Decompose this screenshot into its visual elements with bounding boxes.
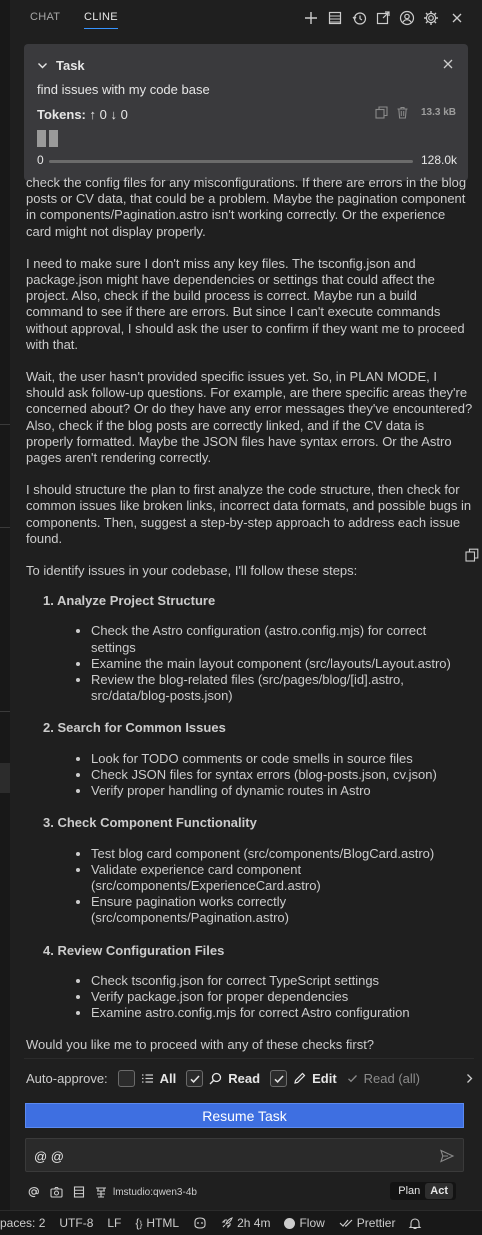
auto-approve-read-all[interactable] — [347, 1071, 420, 1086]
list-item: • Check JSON files for syntax errors (blog-posts.json, cv.json) — [91, 767, 474, 783]
mode-toggle[interactable] — [390, 1182, 456, 1200]
camera-icon[interactable] — [50, 1186, 63, 1198]
step — [43, 720, 474, 799]
task-size: 13.3 kB — [420, 107, 456, 118]
auto-approve-all-label: All — [159, 1071, 177, 1086]
checkbox-all[interactable] — [118, 1070, 135, 1087]
cline-panel — [10, 0, 482, 1210]
editor-selection — [0, 763, 10, 793]
step — [43, 943, 474, 1022]
editor-left-edge — [0, 0, 10, 1210]
server-icon[interactable] — [73, 1186, 85, 1198]
step — [43, 593, 474, 704]
circle-icon — [284, 1218, 295, 1229]
rocket-icon — [221, 1217, 233, 1229]
status-prettier[interactable] — [339, 1216, 396, 1230]
tokens-up: ↑ 0 — [89, 107, 107, 122]
context-bar — [49, 160, 413, 163]
editor-divider — [0, 424, 10, 425]
chat-content — [26, 175, 474, 1053]
list-check-icon — [141, 1073, 154, 1084]
status-encoding[interactable]: UTF-8 — [59, 1216, 94, 1230]
status-eol[interactable]: LF — [107, 1216, 122, 1230]
token-bar — [37, 130, 46, 147]
resume-task-button[interactable]: Resume Task — [25, 1103, 464, 1128]
chat-input-value: @ @ — [34, 1149, 65, 1164]
auto-approve-read[interactable] — [186, 1070, 260, 1087]
steps-list — [43, 593, 474, 1021]
chevron-right-icon[interactable] — [465, 1073, 474, 1084]
history-clock-icon[interactable] — [350, 9, 368, 27]
status-language[interactable] — [135, 1216, 179, 1230]
token-bars — [37, 130, 58, 147]
task-header-label: Task — [56, 58, 85, 73]
send-icon[interactable] — [439, 1148, 455, 1164]
trash-icon[interactable] — [396, 106, 409, 119]
task-header[interactable] — [37, 58, 85, 73]
search-icon — [209, 1072, 222, 1085]
list-item: • Validate experience card component (src/components/ExperienceCard.astro) — [91, 862, 474, 894]
task-text: find issues with my code base — [37, 82, 210, 97]
tokens-down: ↓ 0 — [110, 107, 128, 122]
auto-approve-all[interactable] — [118, 1070, 177, 1087]
status-prettier-label: Prettier — [356, 1216, 396, 1230]
status-language-label: HTML — [146, 1216, 180, 1230]
auto-approve-edit-label: Edit — [312, 1071, 337, 1086]
status-indentation[interactable]: paces: 2 — [0, 1216, 46, 1230]
closing-question: Would you like me to proceed with any of these checks first? — [26, 1037, 375, 1053]
copilot-icon[interactable] — [193, 1217, 207, 1229]
status-bar — [0, 1210, 482, 1235]
status-flow-label: Flow — [299, 1216, 325, 1230]
task-close-icon[interactable] — [440, 56, 456, 72]
status-flow[interactable] — [284, 1216, 324, 1230]
list-item: • Verify proper handling of dynamic routes in Astro — [91, 783, 474, 799]
status-time[interactable] — [221, 1216, 270, 1230]
input-toolbar — [28, 1182, 468, 1202]
token-bar — [49, 130, 58, 147]
plus-icon[interactable] — [302, 9, 320, 27]
editor-divider — [0, 527, 10, 528]
list-item: • Review the blog-related files (src/pages/blog/[id].astro, src/data/blog-posts.json) — [91, 672, 474, 704]
list-item: • Check the Astro configuration (astro.config.mjs) for correct settings — [91, 623, 474, 655]
response-intro: To identify issues in your codebase, I'll follow these steps: — [26, 563, 358, 579]
popout-icon[interactable] — [374, 9, 392, 27]
tab-chat[interactable]: CHAT — [30, 11, 61, 23]
list-item: • Test blog card component (src/components/BlogCard.astro) — [91, 846, 474, 862]
reasoning-paragraph: Wait, the user hasn't provided specific issues yet. So, in PLAN MODE, I should ask follow-up questions. For example, are there specific areas they're concerned about? Or do they have any error messages they've encountered? Also, check if the blog posts are correctly linked, and if the CV data is properly formatted. Maybe the JSON files have syntax errors. Or the Astro pages aren't rendering correctly. — [26, 369, 473, 466]
list-item: • Verify package.json for proper dependencies — [91, 989, 474, 1005]
model-name: lmstudio:qwen3-4b — [113, 1186, 197, 1198]
double-check-icon — [339, 1218, 353, 1228]
list-item: • Examine the main layout component (src/layouts/Layout.astro) — [91, 656, 474, 672]
context-max: 128.0k — [420, 153, 457, 167]
chevron-down-icon[interactable] — [37, 60, 48, 71]
auto-approve-read-label: Read — [228, 1071, 261, 1086]
editor-divider — [0, 711, 10, 712]
mode-act[interactable]: Act — [425, 1183, 453, 1199]
gear-icon[interactable] — [422, 9, 440, 27]
checkbox-read[interactable] — [186, 1070, 203, 1087]
notifications-icon[interactable] — [409, 1217, 421, 1230]
status-time-label: 2h 4m — [237, 1216, 271, 1230]
auto-approve-bar — [24, 1058, 474, 1098]
account-icon[interactable] — [398, 9, 416, 27]
tokens-label: Tokens: — [37, 107, 86, 122]
list-item: • Look for TODO comments or code smells in source files — [91, 751, 474, 767]
reasoning-paragraph: check the config files for any misconfigurations. If there are errors in the blog posts or CV data, that could be a problem. Maybe the pagination component in components/Pagination.astro isn't working correctly. Or the experience card might not display properly. — [26, 175, 467, 239]
task-actions — [375, 106, 456, 119]
braces-icon: {} — [135, 1216, 143, 1230]
step-title: 4. Review Configuration Files — [43, 942, 225, 958]
auto-approve-edit[interactable] — [270, 1070, 337, 1087]
auto-approve-read-all-label: Read (all) — [363, 1071, 421, 1086]
tab-bar — [10, 0, 482, 36]
chat-input[interactable] — [25, 1138, 464, 1172]
model-selector[interactable] — [95, 1186, 197, 1198]
reasoning-paragraph: I need to make sure I don't miss any key files. The tsconfig.json and package.json might have dependencies or settings that could affect the project. Also, check if the build process is correct. Maybe run a build command to see if there are errors. But since I can't execute commands without approval, I should ask the user to confirm if they want me to proceed with that. — [26, 255, 465, 352]
close-icon[interactable] — [448, 9, 466, 27]
checkbox-edit[interactable] — [270, 1070, 287, 1087]
tab-cline[interactable]: CLINE — [84, 11, 118, 23]
step — [43, 815, 474, 926]
step-title: 1. Analyze Project Structure — [43, 593, 216, 609]
context-window — [37, 152, 457, 168]
pencil-icon — [293, 1072, 306, 1085]
list-item: • Ensure pagination works correctly (src/components/Pagination.astro) — [91, 894, 474, 926]
list-item: • Examine astro.config.mjs for correct Astro configuration — [91, 1005, 474, 1021]
list-item: • Check tsconfig.json for correct TypeScript settings — [91, 973, 474, 989]
copy-icon[interactable] — [375, 106, 388, 119]
task-card — [24, 44, 468, 181]
model-icon — [95, 1186, 107, 1198]
context-min: 0 — [37, 153, 44, 167]
token-counts — [37, 107, 128, 122]
at-mention-icon[interactable] — [28, 1186, 40, 1198]
history-list-icon[interactable] — [326, 9, 344, 27]
step-title: 2. Search for Common Issues — [43, 720, 226, 736]
mode-plan[interactable]: Plan — [398, 1185, 421, 1197]
auto-approve-label: Auto-approve: — [26, 1071, 108, 1086]
reasoning-paragraph: I should structure the plan to first analyze the code structure, then check for common issues like broken links, incorrect data formats, and possible bugs in components. Then, suggest a step-by-step approach to address each issue found. — [26, 482, 472, 546]
step-title: 3. Check Component Functionality — [43, 815, 257, 831]
copy-icon[interactable] — [465, 548, 479, 562]
check-icon — [347, 1073, 358, 1084]
